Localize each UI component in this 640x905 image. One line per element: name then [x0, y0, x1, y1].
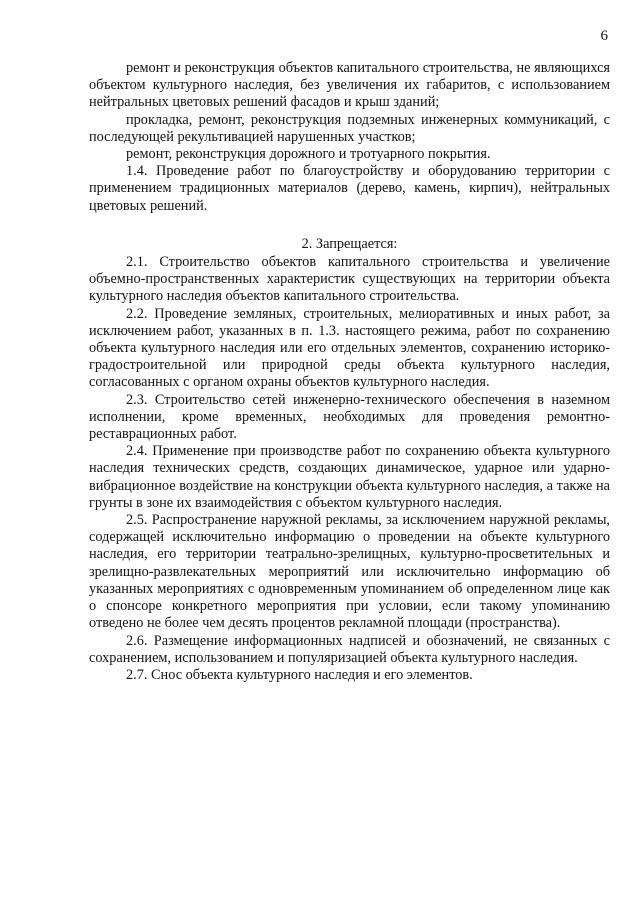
section-heading-prohibited: 2. Запрещается:	[301, 235, 398, 252]
item-2-5: 2.5. Распространение наружной рекламы, за исключением наружной рекламы, содержащей исключительно информацию о проведении на объекте культурного наследия, его территории театрально-зрелищных, культурно-просветительных и зрелищно-развлекательных мероприятий или исключительно информацию об указанных мероприятиях с одновременным упоминанием об определенном лице как о спонсоре конкретного мероприятия при условии, если такому упоминанию отведено не более чем десять процентов рекламной площади (пространства).	[89, 512, 610, 632]
item-2-4: 2.4. Применение при производстве работ по сохранению объекта культурного наследия технических средств, создающих динамическое, ударное или ударно-вибрационное воздействие на конструкции объекта культурного наследия, а также на грунты в зоне их взаимодействия с объектом культурного наследия.	[89, 443, 610, 511]
paragraph-1-4-landscaping: 1.4. Проведение работ по благоустройству и оборудованию территории с применением традиционных материалов (дерево, камень, кирпич), нейтральных цветовых решений.	[89, 163, 610, 214]
paragraph-repair-reconstruction: ремонт и реконструкция объектов капитального строительства, не являющихся объектом культурного наследия, без увеличения их габаритов, с использованием нейтральных цветовых решений фасадов и крыш зданий;	[89, 60, 610, 111]
document-body	[89, 60, 610, 684]
item-2-2: 2.2. Проведение земляных, строительных, мелиоративных и иных работ, за исключением работ, указанных в п. 1.3. настоящего режима, работ по сохранению объекта культурного наследия или его отдельных элементов, сохранению историко-градостроительной или природной среды объекта культурного наследия, согласованных с органом охраны объектов культурного наследия.	[89, 305, 610, 391]
item-2-6: 2.6. Размещение информационных надписей и обозначений, не связанных с сохранением, использованием и популяризацией объекта культурного наследия.	[89, 632, 610, 666]
page-number: 6	[600, 28, 608, 44]
paragraph-utility-laying: прокладка, ремонт, реконструкция подземных инженерных коммуникаций, с последующей рекультивацией нарушенных участков;	[89, 111, 610, 145]
paragraph-road-repair: ремонт, реконструкция дорожного и тротуарного покрытия.	[126, 146, 491, 163]
item-2-7: 2.7. Снос объекта культурного наследия и его элементов.	[126, 666, 473, 683]
item-2-3: 2.3. Строительство сетей инженерно-технического обеспечения в наземном исполнении, кроме временных, необходимых для проведения ремонтно-реставрационных работ.	[89, 391, 610, 443]
item-2-1: 2.1. Строительство объектов капитального строительства и увеличение объемно-пространственных характеристик существующих на территории объекта культурного наследия объектов капитального строительства.	[89, 254, 610, 305]
